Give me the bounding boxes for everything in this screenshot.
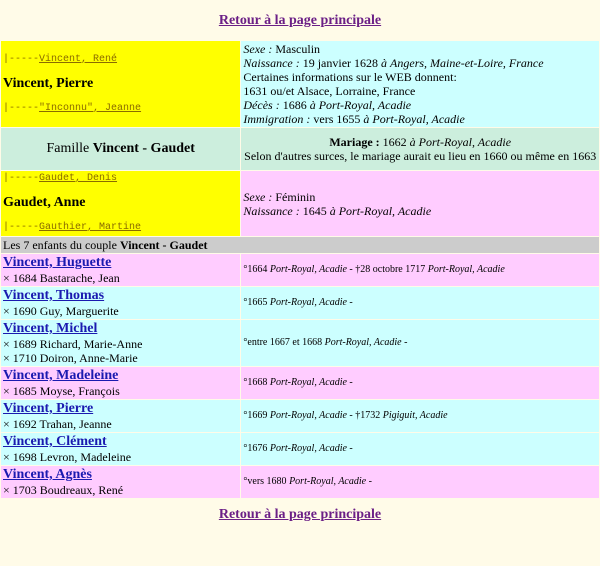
mother-birth: Naissance : 1645 à Port-Royal, Acadie (243, 203, 432, 218)
child-info-part: Port-Royal, Acadie (324, 337, 402, 348)
child-row (1, 466, 599, 498)
child-spouse: × 1685 Moyse, François (3, 384, 120, 398)
father-cell (1, 41, 240, 127)
child-spouse: × 1692 Trahan, Jeanne (3, 417, 112, 431)
child-row (1, 287, 599, 319)
child-info-part: Port-Royal, Acadie (269, 443, 347, 454)
mother-row (1, 171, 599, 236)
child-name-link[interactable]: Vincent, Pierre (3, 401, 94, 416)
back-to-main-link-bottom[interactable]: Retour à la page principale (218, 507, 382, 522)
child-spouse: × 1689 Richard, Marie-Anne (3, 337, 143, 351)
child-info (241, 466, 599, 498)
father-birth: Naissance : 19 janvier 1628 à Angers, Maine-et-Loire, France (243, 56, 544, 70)
child-cell (1, 433, 240, 465)
bottom-nav (0, 499, 600, 523)
child-info-part: - (346, 377, 353, 388)
child-info-part: - †28 octobre 1717 (346, 264, 428, 275)
father-death: Décès : 1686 à Port-Royal, Acadie (243, 98, 412, 112)
child-info-part: Port-Royal, Acadie (269, 264, 347, 275)
child-row (1, 400, 599, 432)
mother-details (241, 171, 599, 236)
child-spouse: × 1684 Bastarache, Jean (3, 271, 120, 285)
child-info-part: °vers 1680 (243, 476, 290, 487)
marriage-info: Mariage : 1662 à Port-Royal, Acadie (329, 135, 512, 149)
child-spouse: × 1703 Boudreaux, René (3, 483, 124, 497)
child-spouse: × 1710 Doiron, Anne-Marie (3, 351, 138, 365)
child-cell (1, 400, 240, 432)
child-info-part: Port-Royal, Acadie (269, 377, 347, 388)
child-info-part: - (401, 337, 408, 348)
family-row (1, 128, 599, 170)
child-name-link[interactable]: Vincent, Thomas (3, 288, 105, 303)
mother-parent1-link[interactable]: Gaudet, Denis (39, 173, 118, 184)
child-info (241, 400, 599, 432)
mother-cell (1, 171, 240, 236)
child-info-part: Port-Royal, Acadie (269, 297, 347, 308)
child-info-part: - (346, 297, 353, 308)
father-sex: Sexe : Masculin (243, 42, 321, 56)
child-row (1, 367, 599, 399)
child-cell (1, 367, 240, 399)
child-spouse: × 1690 Guy, Marguerite (3, 304, 119, 318)
child-name-link[interactable]: Vincent, Clément (3, 434, 107, 449)
child-info (241, 433, 599, 465)
father-parent1-link[interactable]: Vincent, René (39, 53, 118, 65)
child-info-part: Port-Royal, Acadie (269, 410, 347, 421)
child-info-part: Pigiguit, Acadie (382, 410, 448, 421)
child-row (1, 254, 599, 286)
child-info-part: - (366, 476, 372, 487)
child-info-part: °1664 (243, 264, 270, 275)
child-info-part: Port-Royal, Acadie (427, 264, 505, 275)
child-info-part: Port-Royal, Acadie (289, 476, 367, 487)
mother-parent1: |-----Gaudet, Denis (3, 173, 118, 184)
top-nav (0, 0, 600, 31)
child-name-link[interactable]: Vincent, Agnès (3, 467, 92, 482)
child-info (241, 254, 599, 286)
father-parent2: |-----"Inconnu", Jeanne (3, 102, 142, 114)
father-immigration: Immigration : vers 1655 à Port-Royal, Acadie (243, 112, 465, 126)
children-header-row (1, 237, 599, 253)
mother-name: Gaudet, Anne (3, 195, 86, 210)
father-web-note2: 1631 ou/et Alsace, Lorraine, France (243, 84, 416, 98)
child-info-part: °1665 (243, 297, 270, 308)
child-info-part: °entre 1667 et 1668 (243, 337, 325, 348)
mother-parent2-link[interactable]: Gauthier, Martine (39, 222, 142, 233)
father-name: Vincent, Pierre (3, 75, 94, 91)
child-name-link[interactable]: Vincent, Madeleine (3, 368, 119, 383)
child-row (1, 320, 599, 366)
child-cell (1, 320, 240, 366)
child-info (241, 287, 599, 319)
children-header: Les 7 enfants du couple Vincent - Gaudet (1, 237, 599, 253)
child-spouse: × 1698 Levron, Madeleine (3, 450, 132, 464)
father-parent1: |-----Vincent, René (3, 53, 118, 65)
marriage-note: Selon d'autres surces, le mariage aurait eu lieu en 1660 ou même en 1663 (244, 149, 597, 163)
child-info (241, 320, 599, 366)
child-info (241, 367, 599, 399)
child-cell (1, 287, 240, 319)
child-cell (1, 254, 240, 286)
back-to-main-link[interactable]: Retour à la page principale (218, 13, 382, 28)
father-parent2-link[interactable]: "Inconnu", Jeanne (39, 102, 142, 114)
child-cell (1, 466, 240, 498)
child-info-part: - (346, 443, 353, 454)
child-name-link[interactable]: Vincent, Huguette (3, 255, 112, 270)
child-name-link[interactable]: Vincent, Michel (3, 321, 98, 336)
father-web-note1: Certaines informations sur le WEB donnent: (243, 70, 457, 84)
child-info-part: °1676 (243, 443, 270, 454)
family-title: Famille Vincent - Gaudet (1, 128, 240, 170)
child-info-part: °1668 (243, 377, 270, 388)
marriage-details (241, 128, 599, 170)
child-info-part: - †1732 (346, 410, 383, 421)
child-info-part: °1669 (243, 410, 270, 421)
mother-sex: Sexe : Féminin (243, 189, 316, 204)
father-details (241, 41, 599, 127)
mother-parent2: |-----Gauthier, Martine (3, 222, 142, 233)
father-row (1, 41, 599, 127)
family-table (0, 40, 600, 499)
child-row (1, 433, 599, 465)
